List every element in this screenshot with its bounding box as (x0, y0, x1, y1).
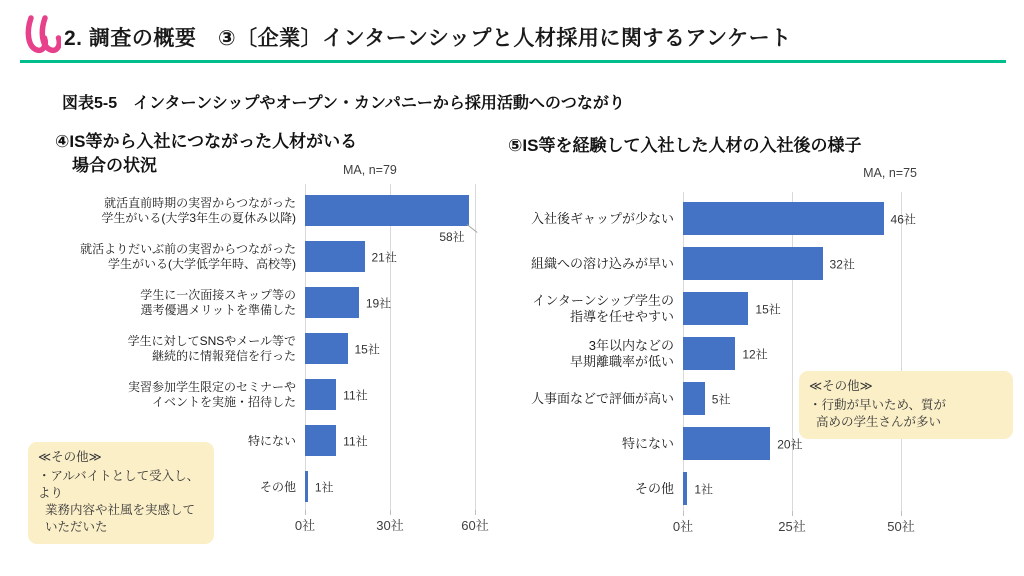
bar-row (305, 418, 475, 464)
left-plot-wrap (294, 188, 489, 533)
right-chart-title (508, 134, 861, 158)
leader-line (467, 224, 478, 233)
category-label: 就活よりだいぶ前の実習からつながった 学生がいる(大学低学年時、高校等) (80, 242, 296, 271)
x-axis-label: 0社 (294, 518, 316, 533)
bar-row (305, 280, 475, 326)
left-x-axis-labels (294, 515, 489, 533)
page-title: 2. 調査の概要 ③〔企業〕インターンシップと人材採用に関するアンケート (64, 27, 792, 50)
bar-row (683, 331, 901, 376)
org-logo-icon (23, 11, 61, 57)
bar-row (305, 188, 475, 244)
right-category-labels (505, 196, 683, 534)
right-plot-area (683, 196, 916, 511)
value-label: 1社 (314, 480, 334, 495)
bar (305, 287, 359, 318)
category-label: インターンシップ学生の 指導を任せやすい (532, 292, 674, 324)
category-label: その他 (259, 479, 296, 494)
callout-line: 業務内容や社風を実感して (45, 503, 196, 517)
left-plot-area (305, 188, 475, 510)
gridline (901, 192, 902, 511)
bar-row (683, 196, 916, 241)
x-axis-label: 60社 (461, 518, 489, 533)
bar-row (683, 241, 901, 286)
x-axis-label: 30社 (376, 518, 404, 533)
category-label: 特にない (621, 435, 674, 451)
callout-line: ・アルバイトとして受入し、より (38, 469, 200, 500)
category-label: 就活直前時期の実習からつながった 学生がいる(大学3年生の夏休み以降) (101, 196, 296, 225)
value-label: 21社 (371, 250, 397, 265)
bar-row (683, 286, 901, 331)
value-label: 58社 (439, 230, 465, 244)
category-label: 実習参加学生限定のセミナーや イベントを実施・招待した (127, 380, 296, 409)
left-chart-title (55, 130, 357, 178)
category-label: 学生に一次面接スキップ等の 選考優遇メリットを準備した (140, 288, 296, 317)
x-axis-label: 50社 (887, 519, 915, 534)
category-label: その他 (634, 480, 674, 496)
value-label: 20社 (777, 437, 803, 451)
left-sample-note: MA, n=79 (343, 163, 397, 177)
bar (305, 471, 308, 502)
right-sample-note: MA, n=75 (863, 166, 917, 180)
value-label: 11社 (343, 388, 368, 403)
category-label: 組織への溶け込みが早い (530, 255, 674, 271)
value-label: 15社 (354, 342, 380, 357)
right-chart-title-line1: ⑤IS等を経験して入社した人材の入社後の様子 (508, 136, 862, 155)
bar (683, 247, 823, 280)
bar (305, 379, 336, 410)
bar (305, 195, 469, 226)
value-label: 11社 (343, 434, 368, 449)
category-label: 入社後ギャップが少ない (530, 210, 674, 226)
callout-line: ・行動が早いため、質が (809, 398, 947, 412)
figure-title: 図表5-5 インターンシップやオープン・カンパニーから採用活動へのつながり (62, 95, 625, 112)
left-chart-title-line2: 場合の状況 (72, 156, 157, 175)
value-label: 32社 (829, 257, 855, 271)
value-label: 15社 (755, 302, 781, 316)
bar-chart-right (505, 196, 916, 534)
bar (683, 337, 735, 370)
header-divider (20, 60, 1006, 63)
category-label: 3年以内などの 早期離職率が低い (569, 337, 674, 369)
bar-row (683, 466, 901, 511)
bar (683, 382, 705, 415)
callout-title: ≪その他≫ (38, 450, 102, 464)
bar-row (305, 464, 475, 510)
value-label: 46社 (890, 212, 916, 226)
category-label: 人事面などで評価が高い (530, 390, 674, 406)
category-label: 学生に対してSNSやメール等で 継続的に情報発信を行った (127, 334, 296, 363)
right-other-callout (799, 371, 1013, 439)
value-label: 19社 (365, 296, 392, 311)
callout-line: 高めの学生さんが多い (816, 415, 942, 429)
bar (683, 202, 884, 235)
value-label: 1社 (694, 482, 714, 496)
bar-row (305, 372, 475, 418)
bar-row (305, 326, 475, 372)
right-x-axis-labels (672, 516, 915, 534)
value-label: 5社 (711, 392, 731, 406)
left-chart-title-line1: ④IS等から入社につながった人材がいる (55, 132, 358, 151)
callout-line: いただいた (45, 520, 108, 534)
x-axis-label: 25社 (778, 519, 806, 534)
bar (305, 333, 348, 364)
bar (683, 292, 748, 325)
left-other-callout (28, 442, 214, 544)
bar (683, 427, 770, 460)
gridline (475, 184, 476, 510)
bar-row (305, 234, 475, 280)
x-axis-label: 0社 (672, 519, 694, 534)
category-label: 特にない (247, 433, 296, 448)
bar (305, 425, 336, 456)
bar (683, 472, 687, 505)
value-label: 12社 (742, 347, 768, 361)
callout-title: ≪その他≫ (809, 379, 873, 393)
right-plot-wrap (672, 196, 916, 534)
bar (305, 241, 365, 272)
